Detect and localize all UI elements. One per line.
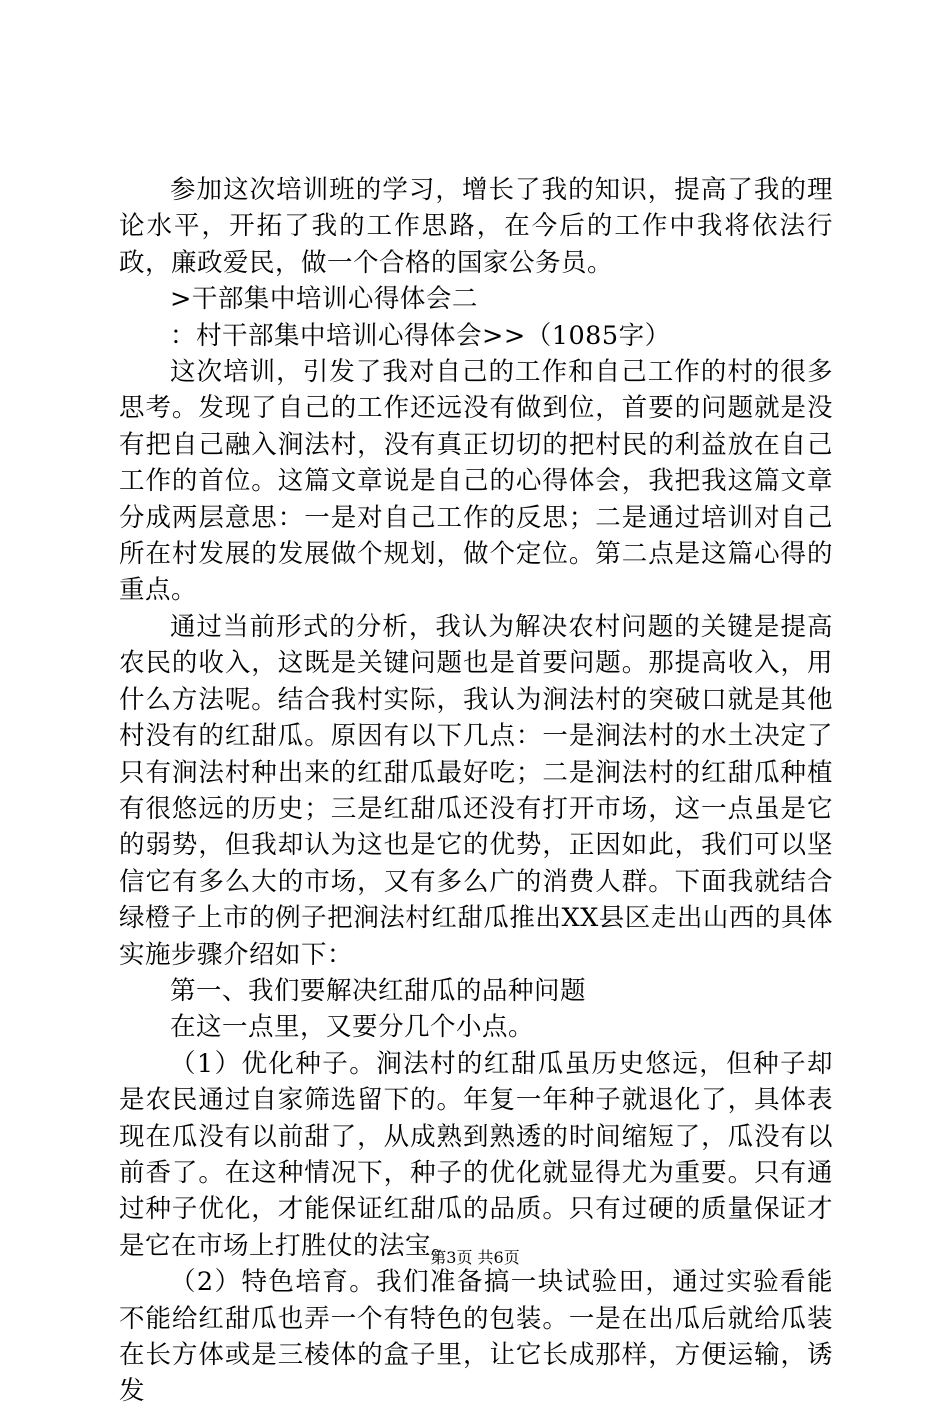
paragraph-analysis: 通过当前形式的分析，我认为解决农村问题的关键是提高农民的收入，这既是关键问题也是首要问题。那提高收入，用什么方法呢。结合我村实际，我认为涧法村的突破口就是其他村没有的红甜瓜。原因有以下几点：一是涧法村的水土决定了只有涧法村种出来的红甜瓜最好吃；二是涧法村的红甜瓜种植有很悠远的历史；三是红甜瓜还没有打开市场，这一点虽是它的弱势，但我却认为这也是它的优势，正因如此，我们可以坚信它有多么大的市场，又有多么广的消费人群。下面我就结合绿橙子上市的例子把涧法村红甜瓜推出XX县区走出山西的具体实施步骤介绍如下：	[119, 611, 833, 970]
paragraph-seed-optimization: （1）优化种子。涧法村的红甜瓜虽历史悠远，但种子却是农民通过自家筛选留下的。年复一年种子就退化了，具体表现在瓜没有以前甜了，从成熟到熟透的时间缩短了，瓜没有以前香了。在这种情况下，种子的优化就显得尤为重要。只有通过种子优化，才能保证红甜瓜的品质。只有过硬的质量保证才是它在市场上打胜仗的法宝。	[119, 1048, 833, 1261]
paragraph-closing-remarks: 参加这次培训班的学习，增长了我的知识，提高了我的理论水平，开拓了我的工作思路，在今后的工作中我将依法行政，廉政爱民，做一个合格的国家公务员。	[119, 175, 833, 278]
section-heading: >干部集中培训心得体会二	[170, 284, 478, 315]
paragraph-feature-cultivation: （2）特色培育。我们准备搞一块试验田，通过实验看能不能给红甜瓜也弄一个有特色的包装。一是在出瓜后就给瓜装在长方体或是三棱体的盒子里，让它长成那样，方便运输，诱发	[119, 1267, 833, 1407]
section-subheading: ：村干部集中培训心得体会>>（1085字）	[170, 320, 671, 351]
paragraph-reflection: 这次培训，引发了我对自己的工作和自己工作的村的很多思考。发现了自己的工作还远没有做到位，首要的问题就是没有把自己融入涧法村，没有真正切切的把村民的利益放在自己工作的首位。这篇文章说是自己的心得体会，我把我这篇文章分成两层意思：一是对自己工作的反思；二是通过培训对自己所在村发展的发展做个规划，做个定位。第二点是这篇心得的重点。	[119, 357, 833, 606]
point-one-intro: 在这一点里，又要分几个小点。	[170, 1012, 535, 1043]
point-one-heading: 第一、我们要解决红甜瓜的品种问题	[170, 975, 587, 1006]
page-number-footer: 第3页 共6页	[430, 1248, 520, 1267]
document-body	[119, 172, 833, 1410]
